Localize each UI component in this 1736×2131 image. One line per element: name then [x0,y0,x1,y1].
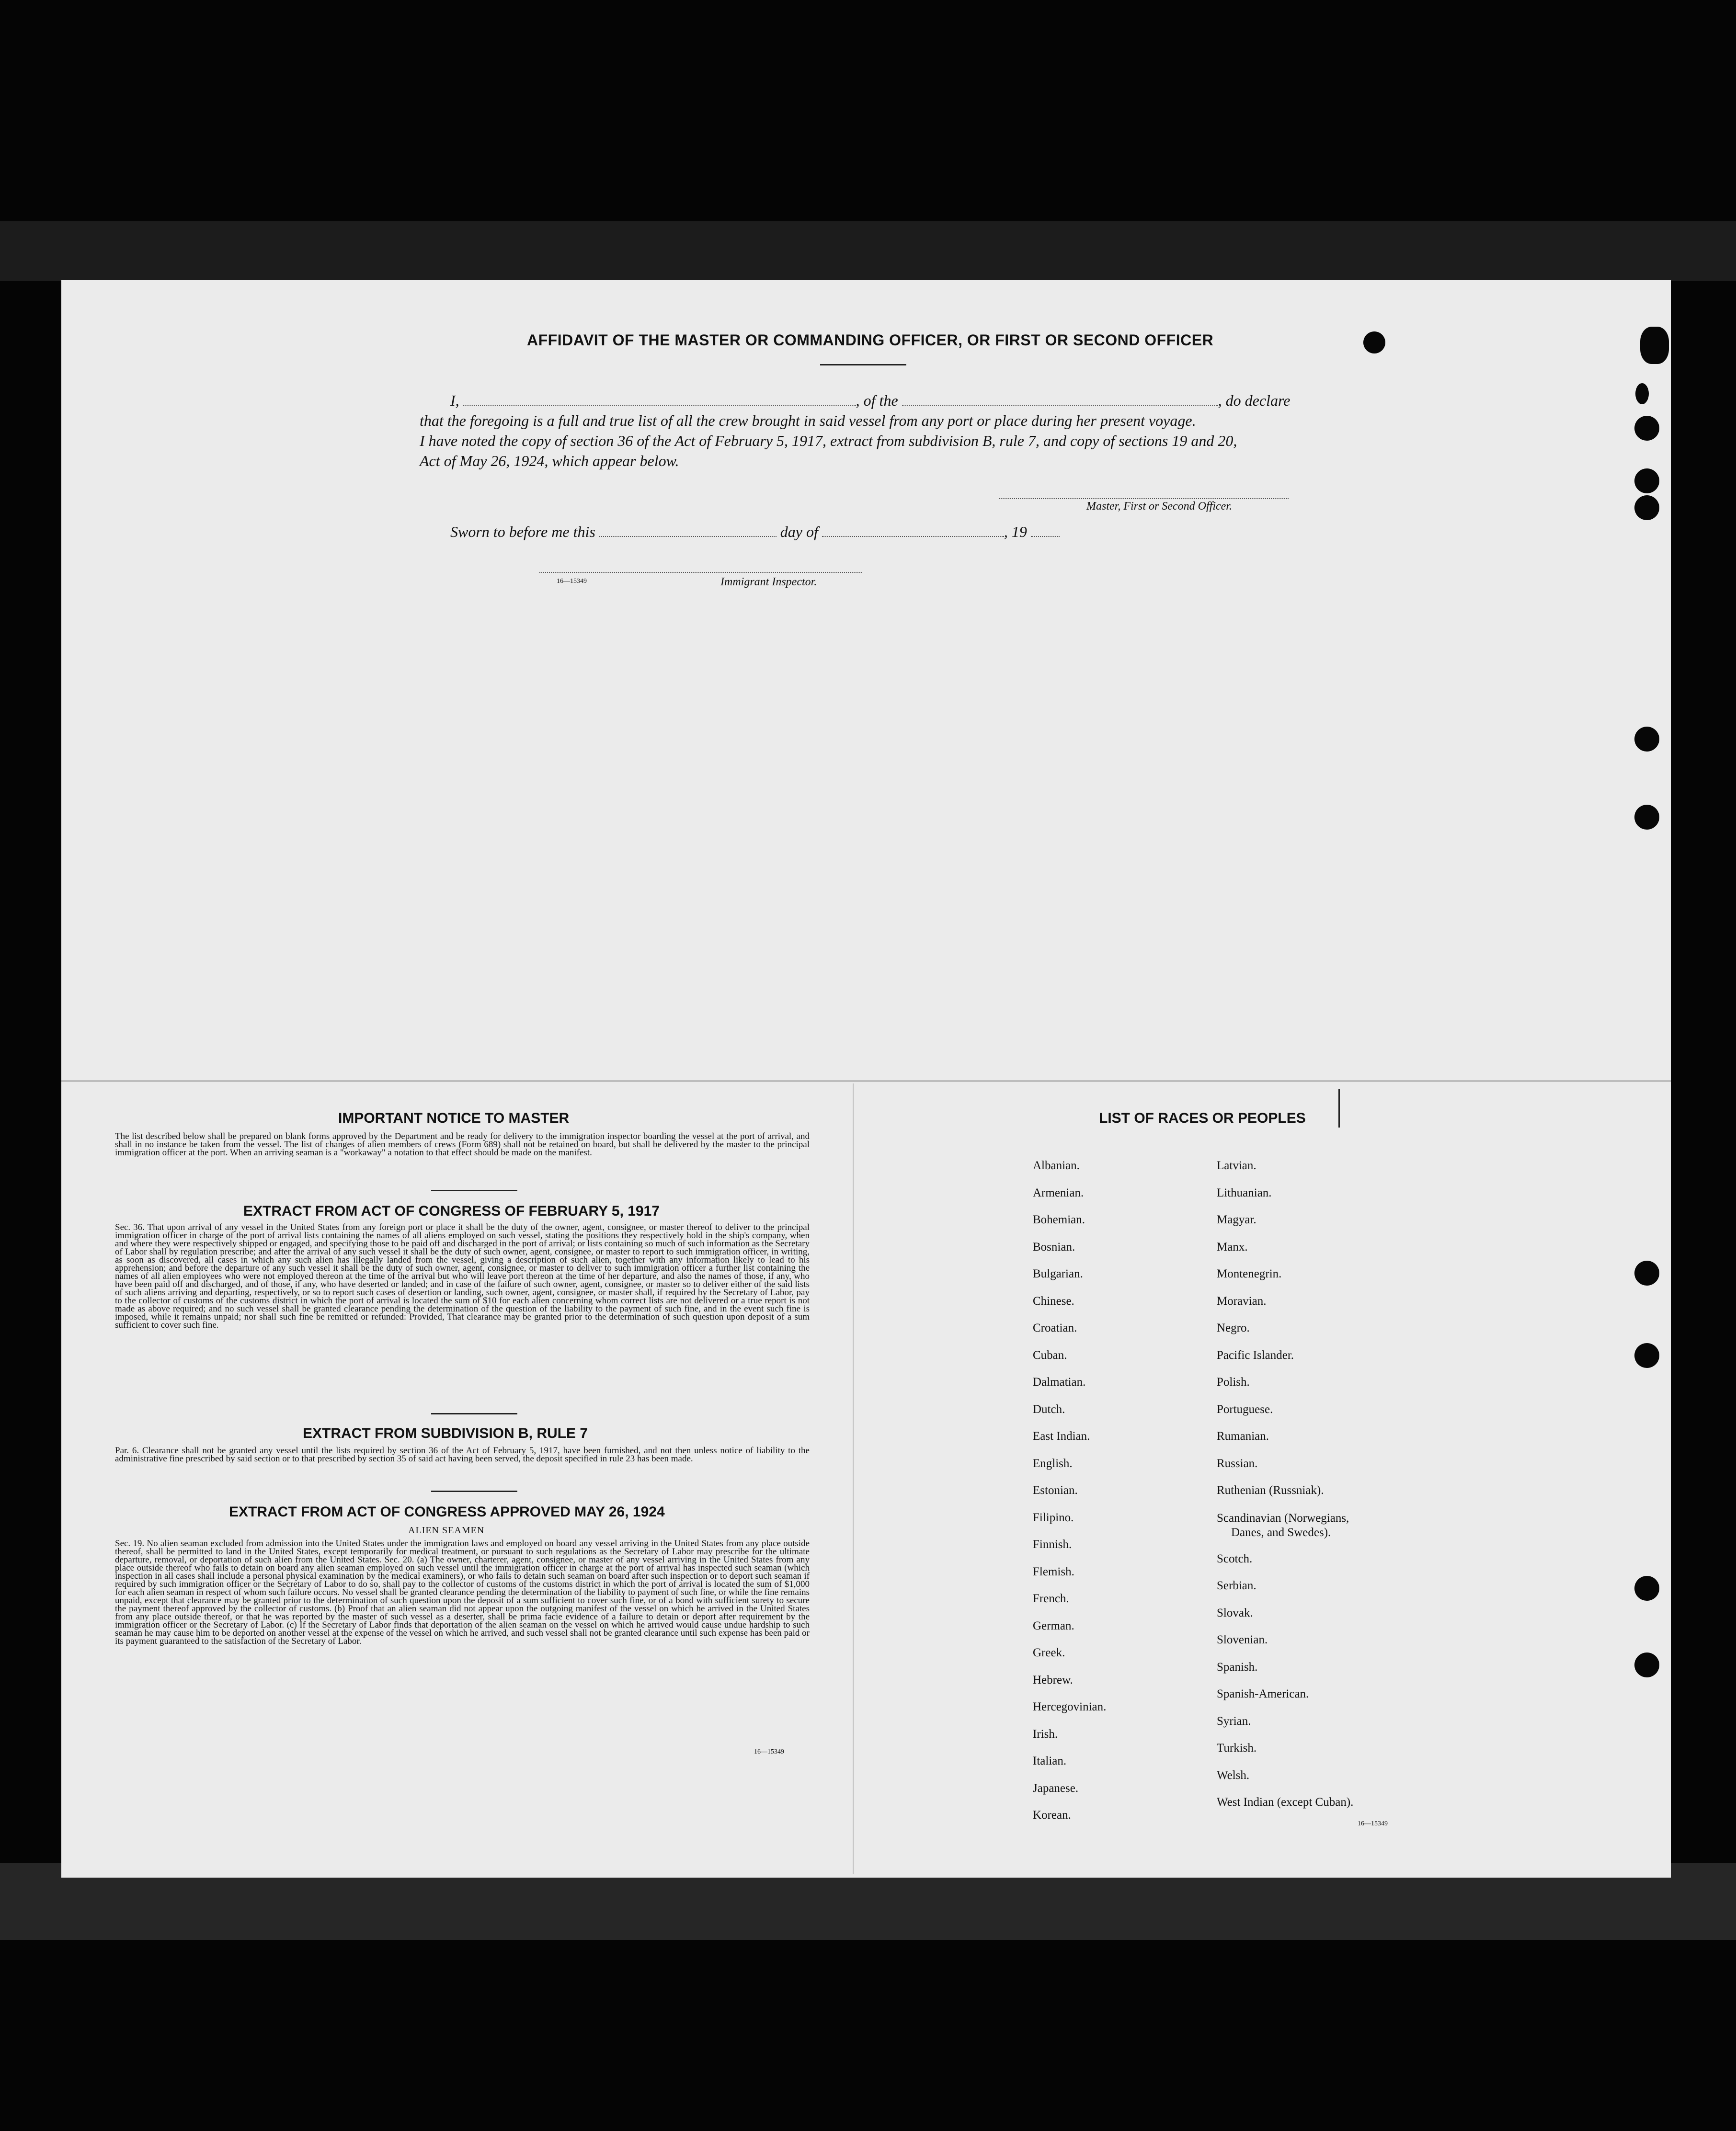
affidavit-of-the: , of the [856,392,898,409]
races-form-number: 16—15349 [1358,1820,1388,1827]
race-item: Danes, and Swedes). [1231,1526,1331,1539]
race-item: Polish. [1217,1376,1250,1389]
race-item: Magyar. [1217,1213,1256,1226]
race-item: Welsh. [1217,1768,1250,1782]
race-item: Scotch. [1217,1552,1253,1565]
affidavit-line-2: that the foregoing is a full and true list of all the crew brought in said vessel from any port or place during her present voyage. [420,412,1196,429]
race-item: Croatian. [1033,1322,1077,1334]
race-item: German. [1033,1619,1074,1632]
race-item: Korean. [1033,1809,1071,1822]
race-item: Cuban. [1033,1348,1067,1362]
race-item: Flemish. [1033,1565,1074,1578]
race-item: Slovenian. [1217,1633,1268,1646]
race-item: Lithuanian. [1217,1186,1272,1199]
rule7-rule [431,1491,517,1492]
sworn-prefix: Sworn to before me this [450,523,595,540]
affidavit-line-1 [450,392,1313,410]
race-item: Dalmatian. [1033,1376,1086,1389]
race-item: Negro. [1217,1322,1250,1334]
race-item: Latvian. [1217,1159,1256,1172]
race-item: Portuguese. [1217,1402,1273,1416]
sworn-month-field[interactable] [822,524,1004,537]
rule7-text: Par. 6. Clearance shall not be granted any vessel until the lists required by section 36 of the Act of February 5, 1917, have been furnished, and not then unless notice of liability to the administrative fine prescribed by said section or to that prescribed by section 35 of said act having been served, the deposit specified in rule 23 has been made. [115,1446,810,1464]
race-item: English. [1033,1457,1073,1470]
punch-hole [1634,805,1659,830]
races-left-column [1033,1152,1106,1829]
races-title: LIST OF RACES OR PEOPLES [1099,1110,1306,1126]
punch-hole [1634,1576,1659,1601]
affidavit-i: I, [450,392,459,409]
fold-line [61,1080,1671,1082]
race-item: Irish. [1033,1727,1058,1741]
race-item: Spanish-American. [1217,1687,1309,1700]
race-item: Russian. [1217,1457,1258,1470]
race-item: Scandinavian (Norwegians, [1217,1511,1349,1525]
sworn-year: , 19 [1004,523,1027,540]
master-signature-line[interactable] [999,498,1289,499]
race-item: Estonian. [1033,1484,1078,1497]
race-item: Filipino. [1033,1511,1074,1524]
race-item: Ruthenian (Russniak). [1217,1484,1324,1497]
race-item: Montenegrin. [1217,1267,1282,1280]
race-item: Italian. [1033,1755,1067,1767]
punch-hole [1634,1343,1659,1368]
race-item: Finnish. [1033,1538,1072,1551]
name-field[interactable] [463,393,856,406]
race-item: West Indian (except Cuban). [1217,1796,1354,1809]
race-item: French. [1033,1592,1069,1605]
affidavit-title-rule [820,364,906,365]
extract-1924-form-number: 16—15349 [754,1748,784,1755]
punch-hole [1634,495,1659,520]
extract-1924-subtitle: ALIEN SEAMEN [408,1525,485,1536]
race-item: Hebrew. [1033,1673,1073,1687]
microfilm-border-top [0,221,1736,281]
punch-hole [1634,1261,1659,1286]
sworn-day-of: day of [780,523,818,540]
race-item: Rumanian. [1217,1430,1269,1443]
punch-hole [1363,331,1385,353]
sworn-year-field[interactable] [1031,524,1060,537]
inspector-signature-line[interactable] [539,572,862,573]
extract-1917-title: EXTRACT FROM ACT OF CONGRESS OF FEBRUARY 5, 1917 [243,1203,660,1219]
race-item: Chinese. [1033,1294,1074,1308]
race-item: Bulgarian. [1033,1267,1083,1280]
race-item: Serbian. [1217,1579,1256,1592]
race-item: Armenian. [1033,1186,1084,1199]
punch-hole [1634,1652,1659,1677]
punch-hole [1634,468,1659,493]
race-item: Moravian. [1217,1294,1267,1308]
race-item: Japanese. [1033,1781,1079,1795]
race-item: East Indian. [1033,1430,1090,1443]
race-item: Syrian. [1217,1714,1251,1728]
race-item: Greek. [1033,1646,1065,1659]
inspector-signature-caption: Immigrant Inspector. [720,576,817,588]
affidavit-title: AFFIDAVIT OF THE MASTER OR COMMANDING OFFICER, OR FIRST OR SECOND OFFICER [527,331,1214,349]
notice-title: IMPORTANT NOTICE TO MASTER [338,1110,570,1126]
race-item: Slovak. [1217,1606,1253,1619]
races-right-column [1217,1152,1353,1816]
affidavit-line-3: I have noted the copy of section 36 of the Act of February 5, 1917, extract from subdivision B, rule 7, and copy of sections 19 and 20, [420,432,1237,449]
race-item: Bohemian. [1033,1213,1085,1226]
vertical-fold-line [853,1083,854,1874]
extract-1924-text: Sec. 19. No alien seaman excluded from admission into the United States under the immigration laws and employed on board any vessel arriving in the United States from any place outside thereof, shall be permitted to land in the United States, except temporarily for medical treatment, or pursuant to such regulations as the Secretary of Labor may prescribe for the ultimate departure, removal, or deportation of such alien from the United States. Sec. 20. (a) The owner, charterer, agent, consignee, or master of any vessel arriving in the United States from any place outside thereof who fails to detain on board any alien seaman employed on such vessel until the immigration officer in charge at the port of arrival has inspected such seaman (which inspection in all cases shall include a personal physical examination by the medical examiners), or who fails to detain such seaman on board after such inspection or to deport such seaman if required by such immigration officer or the Secretary of Labor to do so, shall pay to the collector of customs of the customs district in which the port of arrival is located the sum of $1,000 for each alien seaman in respect of whom such failure occurs. No vessel shall be granted clearance pending the determination of the liability to payment of such fine, or while the fine remains unpaid, except that clearance may be granted prior to the determination of such question upon the deposit of a sum sufficient to cover such fine, or of a bond with sufficient surety to secure the payment thereof approved by the collector of customs. (b) Proof that an alien seaman did not appear upon the outgoing manifest of the vessel on which he arrived in the United States from any place outside thereof, or that he was reported by the master of such vessel as a deserter, shall be prima facie evidence of a failure to detain or deport after requirement by the immigration officer or the Secretary of Labor. (c) If the Secretary of Labor finds that deportation of the alien seaman on the vessel on which he arrived would cause undue hardship to such seaman he may cause him to be deported on another vessel at the expense of the vessel on which he arrived, and such vessel shall not be granted clearance until such expense has been paid or its payment guaranteed to the satisfaction of the Secretary of Labor. [115,1538,810,1646]
race-item: Hercegovinian. [1033,1700,1107,1713]
extract-1924-title: EXTRACT FROM ACT OF CONGRESS APPROVED MAY 26, 1924 [229,1504,665,1520]
punch-hole [1634,416,1659,441]
punch-hole [1634,727,1659,752]
sworn-line [450,523,1121,541]
race-item: Manx. [1217,1240,1248,1254]
sworn-day-field[interactable] [599,524,777,537]
affidavit-line-4: Act of May 26, 1924, which appear below. [420,452,679,469]
races-bracket [1338,1089,1340,1128]
race-item: Albanian. [1033,1159,1080,1172]
race-item: Spanish. [1217,1660,1258,1674]
race-item: Dutch. [1033,1402,1065,1416]
extract-1917-text: Sec. 36. That upon arrival of any vessel in the United States from any foreign port or place it shall be the duty of the owner, agent, consignee, or master thereof to deliver to the principal immigration officer in charge of the port of arrival lists containing the names of all aliens employed on such vessel, stating the positions they respectively hold in the ship's company, when and where they were respectively shipped or engaged, and specifying those to be paid off and discharged in the port of arrival; or lists containing so much of such information as the Secretary of Labor shall by regulation prescribe; and after the arrival of any such vessel it shall be the duty of such owner, agent, consignee, or master to report to such immigration officer, in writing, as soon as discovered, all cases in which any such alien has illegally landed from the vessel, giving a description of such alien, together with any information likely to lead to his apprehension; and before the departure of any such vessel it shall be the duty of such owner, agent, consignee, or master to deliver to such immigration officer a further list containing the names of all alien employees who were not employed thereon at the time of the arrival but who will leave port thereon at the time of her departure, and also the names of those, if any, who have been paid off and discharged, and of those, if any, who have deserted or landed; and in case of the failure of such owner, agent, consignee, or master so to deliver either of the said lists of such aliens arriving and departing, respectively, or so to report such cases of desertion or landing, such owner, agent, consignee, or master shall, if required by the Secretary of Labor, pay to the collector of customs of the customs district in which the port of arrival is located the sum of $10 for each alien concerning whom correct lists are not delivered or a true report is not made as above required; and no such vessel shall be granted clearance pending the determination of the question of the liability to the payment of such fine, and in the event such fine is imposed, while it remains unpaid; nor shall such fine be remitted or refunded: Provided, That clearance may be granted prior to the determination of such question upon deposit of a sum sufficient to cover such fine. [115,1222,810,1330]
punch-hole [1640,327,1669,364]
rule7-title: EXTRACT FROM SUBDIVISION B, RULE 7 [303,1425,588,1441]
notice-rule [431,1190,517,1191]
notice-text: The list described below shall be prepared on blank forms approved by the Department and be ready for delivery to the immigration inspector boarding the vessel at the port of arrival, and shall in no instance be taken from the vessel. The list of changes of alien members of crews (Form 689) shall not be retained on board, but shall be delivered by the master to the principal immigration officer at the port. When an arriving seaman is a "workaway" a notation to that effect should be made on the manifest. [115,1131,810,1158]
master-signature-caption: Master, First or Second Officer. [1086,500,1232,513]
punch-hole [1635,383,1649,404]
race-item: Turkish. [1217,1742,1257,1755]
vessel-field[interactable] [902,393,1218,406]
affidavit-declare: , do declare [1218,392,1291,409]
race-item: Bosnian. [1033,1240,1075,1254]
extract-1917-rule [431,1413,517,1414]
affidavit-form-number: 16—15349 [557,578,587,585]
race-item: Pacific Islander. [1217,1348,1294,1362]
